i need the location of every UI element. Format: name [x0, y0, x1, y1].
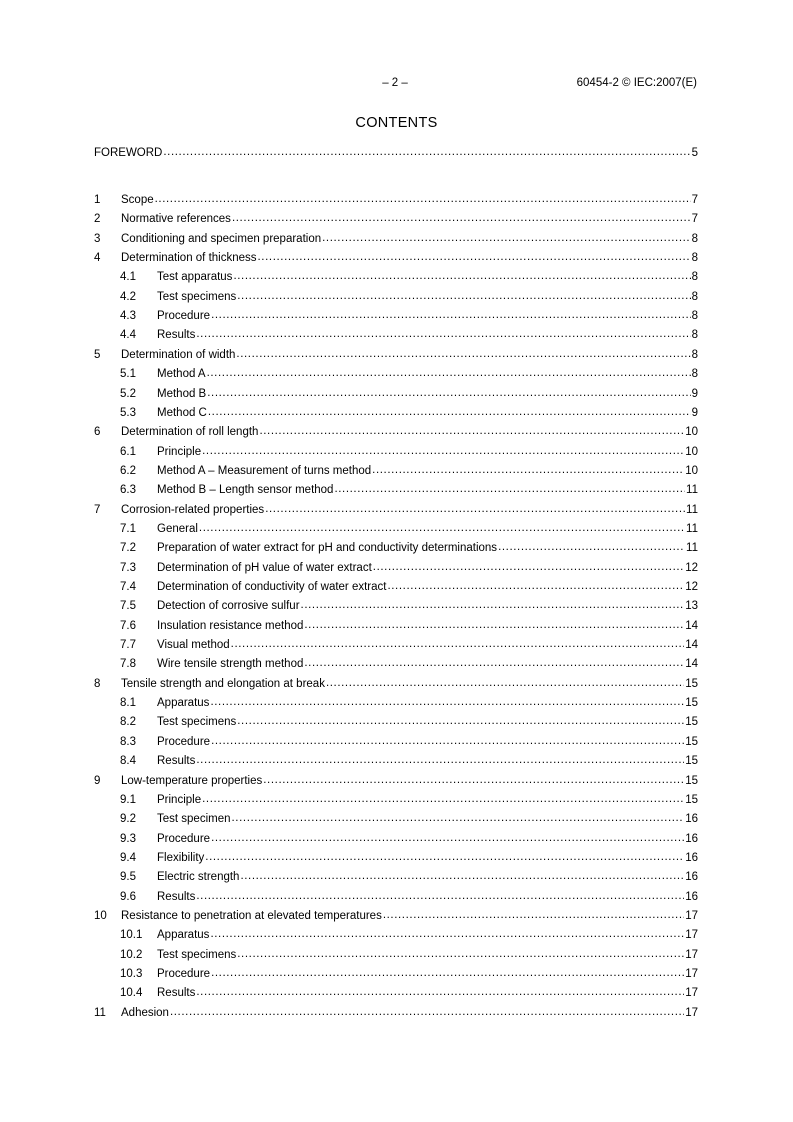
toc-entry-page: 8 — [691, 348, 698, 361]
toc-entry-page: 8 — [691, 329, 698, 342]
toc-entry-page: 11 — [686, 522, 698, 535]
dot-leader — [155, 191, 691, 207]
toc-entry-title: Method A — [157, 368, 206, 381]
toc-entry-title: Determination of roll length — [121, 426, 259, 439]
dot-leader — [231, 636, 685, 652]
toc-entry-title: Method C — [157, 406, 207, 419]
toc-entry[interactable] — [94, 869, 698, 885]
toc-entry-number: 7.8 — [120, 658, 136, 671]
toc-entry-title: Conditioning and specimen preparation — [121, 232, 322, 245]
toc-entry-number: 6.1 — [120, 445, 136, 458]
toc-entry-page: 15 — [685, 716, 698, 729]
toc-entry-page: 15 — [685, 755, 698, 768]
toc-entry-page: 17 — [685, 929, 698, 942]
toc-entry[interactable] — [94, 831, 698, 847]
dot-leader — [205, 849, 684, 865]
page-title: CONTENTS — [355, 115, 438, 131]
toc-entry-title: Results — [157, 755, 196, 768]
dot-leader — [236, 346, 690, 362]
dot-leader — [301, 597, 685, 613]
dot-leader — [211, 307, 691, 323]
toc-entry[interactable] — [94, 502, 698, 518]
dot-leader — [202, 791, 684, 807]
toc-entry[interactable] — [94, 966, 698, 982]
dot-leader — [196, 326, 690, 342]
toc-entry[interactable] — [94, 560, 698, 576]
toc-entry-page: 15 — [685, 677, 698, 690]
toc-entry-title: Principle — [157, 793, 202, 806]
toc-entry-number: 9.1 — [120, 793, 136, 806]
toc-entry-title: FOREWORD — [94, 147, 163, 159]
toc-entry[interactable] — [94, 308, 698, 324]
toc-entry-page: 15 — [685, 793, 698, 806]
toc-entry[interactable] — [94, 145, 698, 161]
toc-entry[interactable] — [94, 579, 698, 595]
toc-entry-number: 5.1 — [120, 368, 136, 381]
toc-entry-number: 8.1 — [120, 697, 136, 710]
toc-entry[interactable] — [94, 250, 698, 266]
toc-entry-title: Apparatus — [157, 929, 210, 942]
dot-leader — [211, 965, 684, 981]
toc-entry-title: Adhesion — [121, 1006, 169, 1019]
toc-entry[interactable] — [94, 463, 698, 479]
toc-entry-title: Results — [157, 329, 196, 342]
page-number: – 2 – — [382, 77, 408, 89]
dot-leader — [322, 230, 690, 246]
toc-entry-number: 9.5 — [120, 871, 136, 884]
toc-entry-number: 7.1 — [120, 522, 136, 535]
toc-entry-number: 3 — [94, 232, 101, 245]
dot-leader — [211, 733, 684, 749]
toc-entry-page: 10 — [685, 464, 698, 477]
toc-entry-title: Determination of thickness — [121, 252, 257, 265]
toc-entry-number: 4 — [94, 252, 101, 265]
toc-entry-title: Principle — [157, 445, 202, 458]
toc-entry-page: 15 — [685, 697, 698, 710]
toc-entry-page: 17 — [685, 968, 698, 980]
toc-entry[interactable] — [94, 618, 698, 634]
toc-entry[interactable] — [94, 269, 698, 285]
dot-leader — [237, 713, 684, 729]
dot-leader — [170, 1004, 684, 1020]
toc-entry-number: 4.1 — [120, 271, 136, 284]
toc-entry-title: General — [157, 522, 198, 535]
toc-entry[interactable] — [94, 637, 698, 653]
toc-entry-title: Determination of width — [121, 348, 236, 361]
toc-entry-page: 17 — [685, 948, 698, 961]
toc-entry-title: Visual method — [157, 639, 230, 652]
toc-entry-page: 9 — [691, 387, 698, 400]
toc-entry-number: 9.4 — [120, 851, 136, 864]
toc-entry-number: 9.3 — [120, 832, 136, 845]
toc-entry-page: 16 — [685, 851, 698, 864]
dot-leader — [240, 868, 684, 884]
toc-entry[interactable] — [94, 444, 698, 460]
dot-leader — [258, 249, 691, 265]
dot-leader — [163, 144, 690, 160]
toc-entry-number: 6.3 — [120, 484, 136, 497]
toc-entry[interactable] — [94, 366, 698, 382]
dot-leader — [210, 694, 684, 710]
toc-entry-page: 7 — [691, 213, 698, 226]
toc-entry[interactable] — [94, 1005, 698, 1021]
dot-leader — [383, 907, 684, 923]
dot-leader — [373, 559, 684, 575]
toc-entry-number: 6 — [94, 426, 101, 439]
toc-entry[interactable] — [94, 211, 698, 227]
dot-leader — [237, 946, 684, 962]
dot-leader — [304, 655, 684, 671]
toc-entry-title: Normative references — [121, 213, 231, 226]
toc-entry[interactable] — [94, 753, 698, 769]
toc-entry-number: 2 — [94, 213, 101, 226]
toc-entry-number: 7.2 — [120, 542, 136, 555]
toc-entry-number: 4.4 — [120, 329, 136, 342]
toc-entry-page: 8 — [691, 290, 698, 303]
dot-leader — [232, 810, 685, 826]
toc-entry-number: 9 — [94, 774, 101, 787]
toc-entry[interactable] — [94, 289, 698, 305]
toc-entry-page: 16 — [685, 832, 698, 845]
toc-entry-title: Procedure — [157, 310, 211, 323]
toc-entry[interactable] — [94, 405, 698, 421]
toc-entry-title: Low-temperature properties — [121, 774, 263, 787]
toc-entry-number: 7.6 — [120, 619, 136, 632]
toc-entry-number: 8.4 — [120, 755, 136, 768]
toc-entry[interactable] — [94, 656, 698, 672]
toc-entry-title: Test specimens — [157, 716, 237, 729]
toc-entry[interactable] — [94, 540, 698, 556]
toc-entry-title: Procedure — [157, 832, 211, 845]
toc-entry[interactable] — [94, 695, 698, 711]
toc-entry-title: Corrosion-related properties — [121, 503, 265, 516]
toc-entry-title: Apparatus — [157, 697, 210, 710]
toc-entry[interactable] — [94, 192, 698, 208]
toc-entry-title: Test specimens — [157, 948, 237, 961]
toc-entry[interactable] — [94, 386, 698, 402]
toc-entry-page: 15 — [685, 735, 698, 748]
toc-entry-page: 11 — [686, 503, 698, 516]
toc-entry[interactable] — [94, 424, 698, 440]
toc-entry[interactable] — [94, 521, 698, 537]
toc-entry-title: Method B — [157, 387, 207, 400]
toc-entry[interactable] — [94, 773, 698, 789]
toc-entry-number: 5 — [94, 348, 101, 361]
toc-entry[interactable] — [94, 347, 698, 363]
dot-leader — [498, 539, 685, 555]
toc-entry-page: 12 — [685, 581, 698, 593]
toc-entry-page: 10 — [685, 445, 698, 458]
toc-entry-number: 10.1 — [120, 929, 143, 942]
toc-entry-number: 10.4 — [120, 987, 143, 1000]
toc-entry[interactable] — [94, 889, 698, 905]
dot-leader — [199, 520, 685, 536]
toc-entry-number: 7.7 — [120, 639, 136, 652]
toc-entry-page: 17 — [685, 987, 698, 1000]
dot-leader — [372, 462, 684, 478]
toc-entry[interactable] — [94, 482, 698, 498]
toc-entry-title: Results — [157, 890, 196, 903]
toc-entry-page: 17 — [685, 909, 698, 922]
toc-entry-page: 5 — [691, 147, 698, 159]
toc-entry-title: Results — [157, 987, 196, 1000]
dot-leader — [233, 268, 690, 284]
toc-entry-number: 9.2 — [120, 813, 136, 826]
toc-entry-number: 10 — [94, 909, 107, 922]
toc-entry-title: Method A – Measurement of turns method — [157, 464, 372, 477]
toc-entry-title: Test specimen — [157, 813, 231, 826]
toc-entry-number: 6.2 — [120, 464, 136, 477]
toc-entry-page: 8 — [691, 252, 698, 265]
toc-entry-page: 16 — [685, 813, 698, 826]
toc-entry-title: Procedure — [157, 968, 211, 980]
toc-entry-page: 8 — [691, 310, 698, 323]
dot-leader — [207, 365, 691, 381]
toc-entry-number: 7.5 — [120, 600, 136, 613]
toc-entry-page: 14 — [685, 658, 698, 671]
dot-leader — [387, 578, 684, 594]
toc-entry-number: 10.3 — [120, 968, 143, 980]
toc-entry-title: Determination of conductivity of water extract — [157, 581, 387, 593]
toc-entry-page: 16 — [685, 890, 698, 903]
toc-entry[interactable] — [94, 792, 698, 808]
toc-entry-title: Resistance to penetration at elevated temperatures — [121, 909, 382, 922]
toc-entry-page: 14 — [685, 639, 698, 652]
toc-entry-title: Method B – Length sensor method — [157, 484, 334, 497]
toc-entry-title: Detection of corrosive sulfur — [157, 600, 300, 613]
toc-entry[interactable] — [94, 327, 698, 343]
toc-entry-page: 8 — [691, 271, 698, 284]
toc-entry-page: 7 — [691, 194, 698, 206]
toc-entry-page: 15 — [685, 774, 698, 787]
toc-entry-page: 11 — [686, 484, 698, 497]
toc-entry[interactable] — [94, 676, 698, 692]
toc-entry-page: 16 — [685, 871, 698, 884]
dot-leader — [263, 772, 684, 788]
toc-entry[interactable] — [94, 598, 698, 614]
toc-entry[interactable] — [94, 927, 698, 943]
toc-entry[interactable] — [94, 231, 698, 247]
toc-entry-number: 5.3 — [120, 406, 136, 419]
toc-entry-number: 10.2 — [120, 948, 143, 961]
toc-entry-number: 9.6 — [120, 890, 136, 903]
dot-leader — [210, 926, 684, 942]
dot-leader — [259, 423, 684, 439]
dot-leader — [196, 752, 684, 768]
toc-entry-number: 11 — [94, 1006, 106, 1019]
standard-reference: 60454-2 © IEC:2007(E) — [576, 77, 697, 89]
toc-entry[interactable] — [94, 734, 698, 750]
toc-entry[interactable] — [94, 947, 698, 963]
toc-entry-title: Procedure — [157, 735, 211, 748]
dot-leader — [202, 443, 684, 459]
toc-entry-title: Test apparatus — [157, 271, 233, 284]
toc-entry-number: 4.3 — [120, 310, 136, 323]
toc-entry-number: 7.3 — [120, 561, 136, 574]
dot-leader — [208, 404, 691, 420]
dot-leader — [326, 675, 684, 691]
toc-entry-title: Preparation of water extract for pH and conductivity determinations — [157, 542, 498, 555]
toc-entry-title: Scope — [121, 194, 154, 206]
toc-entry-page: 8 — [691, 368, 698, 381]
toc-entry-page: 9 — [691, 406, 698, 419]
dot-leader — [196, 888, 684, 904]
toc-entry-number: 4.2 — [120, 290, 136, 303]
toc-entry-number: 7.4 — [120, 581, 136, 593]
toc-entry-title: Electric strength — [157, 871, 240, 884]
toc-entry-title: Wire tensile strength method — [157, 658, 304, 671]
dot-leader — [196, 984, 684, 1000]
toc-entry-title: Tensile strength and elongation at break — [121, 677, 325, 690]
toc-entry-page: 12 — [685, 561, 698, 574]
toc-entry-title: Determination of pH value of water extract — [157, 561, 372, 574]
toc-entry-title: Test specimens — [157, 290, 237, 303]
dot-leader — [237, 288, 690, 304]
toc-entry-page: 13 — [685, 600, 698, 613]
dot-leader — [334, 481, 685, 497]
dot-leader — [265, 501, 685, 517]
toc-entry-number: 7 — [94, 503, 101, 516]
toc-entry-page: 17 — [685, 1006, 698, 1019]
toc-entry-page: 14 — [685, 619, 698, 632]
toc-entry-number: 8.3 — [120, 735, 136, 748]
toc-entry[interactable] — [94, 811, 698, 827]
dot-leader — [232, 210, 691, 226]
toc-entry-number: 8 — [94, 677, 101, 690]
toc-entry-title: Flexibility — [157, 851, 205, 864]
toc-entry-page: 8 — [691, 232, 698, 245]
toc-entry[interactable] — [94, 908, 698, 924]
toc-entry-number: 5.2 — [120, 387, 136, 400]
toc-entry-title: Insulation resistance method — [157, 619, 304, 632]
toc-entry[interactable] — [94, 985, 698, 1001]
toc-entry-number: 1 — [94, 194, 101, 206]
dot-leader — [211, 830, 684, 846]
dot-leader — [207, 385, 690, 401]
toc-entry[interactable] — [94, 714, 698, 730]
toc-entry-page: 10 — [685, 426, 698, 439]
toc-entry[interactable] — [94, 850, 698, 866]
dot-leader — [304, 617, 684, 633]
toc-entry-page: 11 — [686, 542, 698, 555]
toc-entry-number: 8.2 — [120, 716, 136, 729]
